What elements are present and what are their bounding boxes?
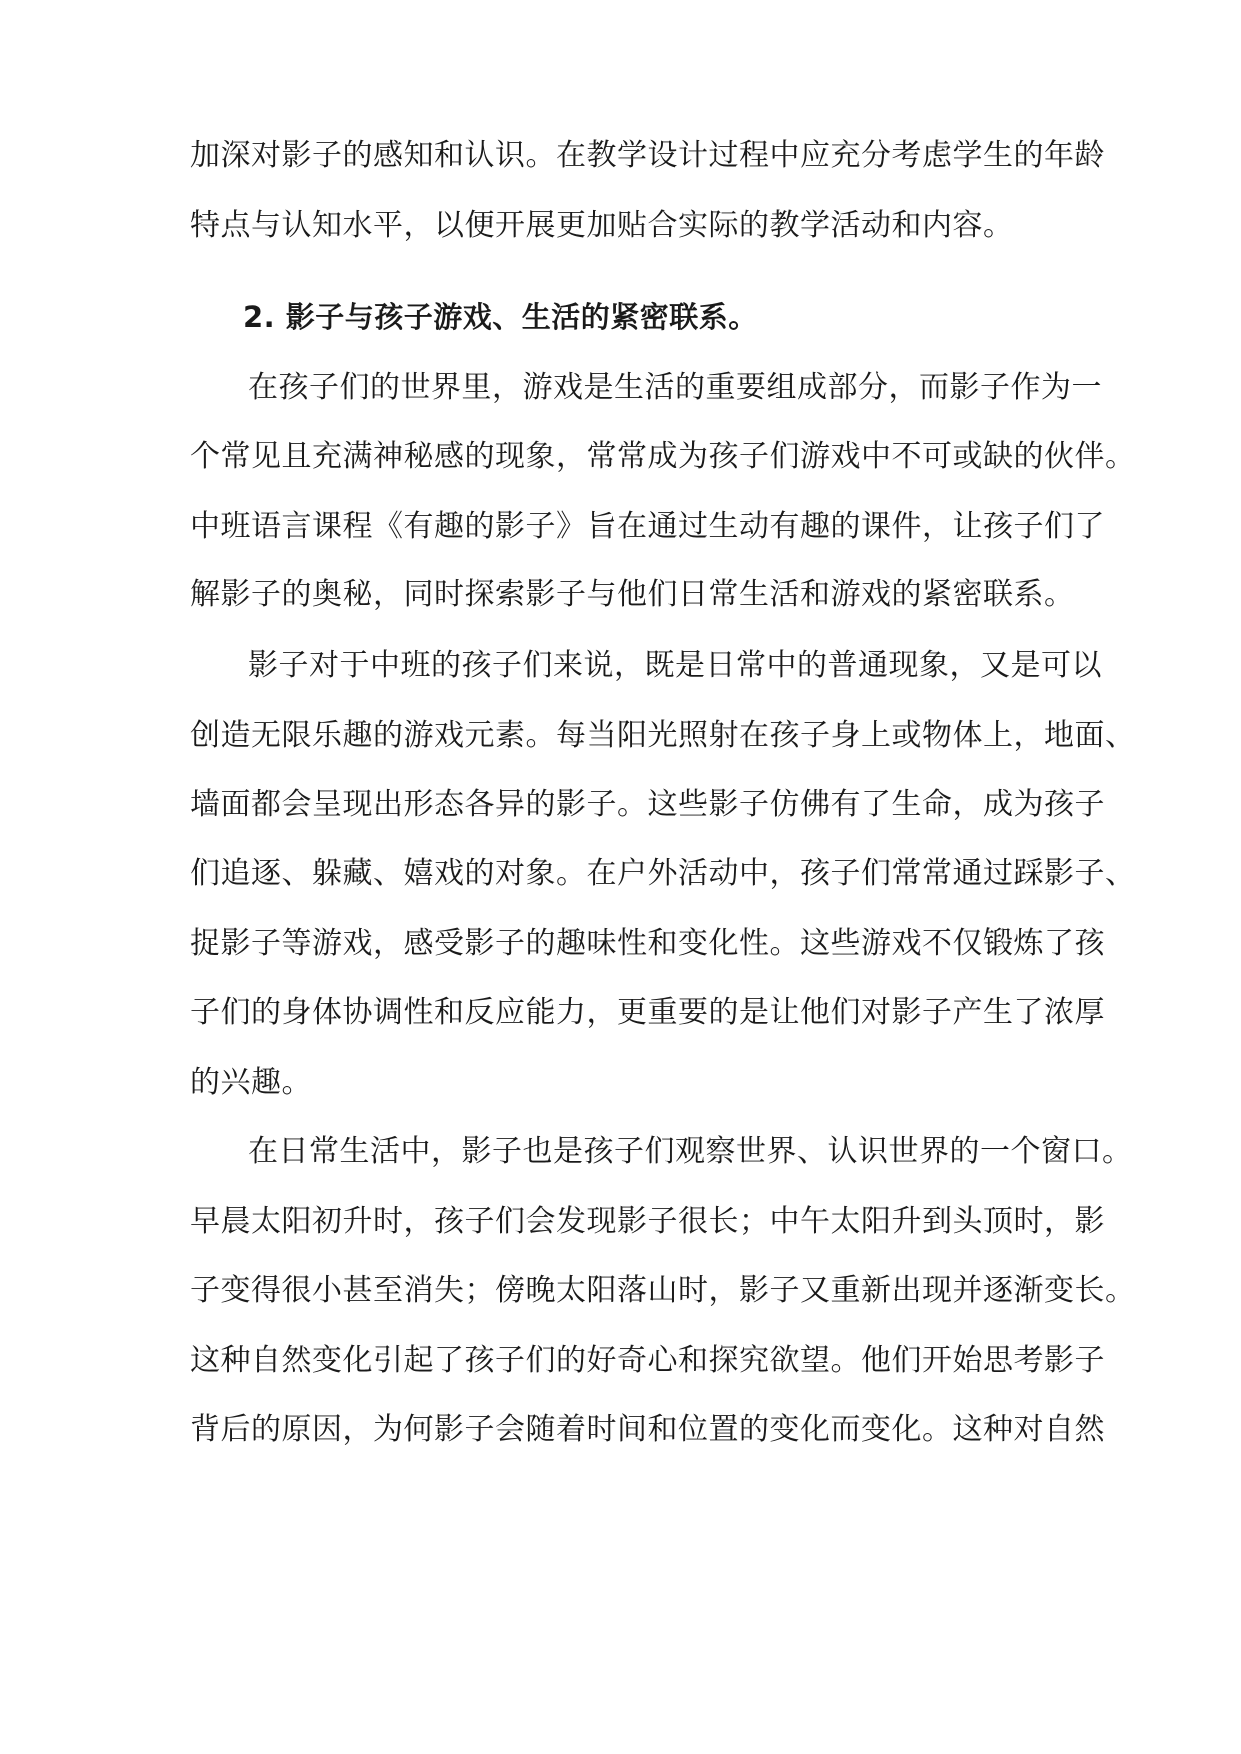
text-line: 捉影子等游戏，感受影子的趣味性和变化性。这些游戏不仅锻炼了孩 [190,926,1105,961]
text-line: 中班语言课程《有趣的影子》旨在通过生动有趣的课件，让孩子们了 [190,509,1105,544]
text-line: 在日常生活中，影子也是孩子们观察世界、认识世界的一个窗口。 [248,1134,1133,1169]
text-line: 早晨太阳初升时，孩子们会发现影子很长；中午太阳升到头顶时，影 [190,1204,1105,1239]
section-heading: 2. 影子与孩子游戏、生活的紧密联系。 [243,300,758,334]
text-line: 墙面都会呈现出形态各异的影子。这些影子仿佛有了生命，成为孩子 [190,787,1105,822]
text-line: 解影子的奥秘，同时探索影子与他们日常生活和游戏的紧密联系。 [190,577,1075,612]
text-line: 们追逐、躲藏、嬉戏的对象。在户外活动中，孩子们常常通过踩影子、 [190,856,1136,891]
text-line: 子们的身体协调性和反应能力，更重要的是让他们对影子产生了浓厚 [190,995,1105,1030]
text-line: 这种自然变化引起了孩子们的好奇心和探究欲望。他们开始思考影子 [190,1343,1105,1378]
text-line: 影子对于中班的孩子们来说，既是日常中的普通现象，又是可以 [248,648,1102,683]
text-line: 加深对影子的感知和认识。在教学设计过程中应充分考虑学生的年龄 [190,138,1105,173]
text-line: 创造无限乐趣的游戏元素。每当阳光照射在孩子身上或物体上，地面、 [190,718,1136,753]
text-line: 的兴趣。 [190,1065,312,1100]
text-line: 特点与认知水平，以便开展更加贴合实际的教学活动和内容。 [190,208,1014,243]
text-line: 在孩子们的世界里，游戏是生活的重要组成部分，而影子作为一 [248,370,1102,405]
text-line: 个常见且充满神秘感的现象，常常成为孩子们游戏中不可或缺的伙伴。 [190,439,1136,474]
text-line: 子变得很小甚至消失；傍晚太阳落山时，影子又重新出现并逐渐变长。 [190,1273,1136,1308]
text-line: 背后的原因，为何影子会随着时间和位置的变化而变化。这种对自然 [190,1412,1105,1447]
